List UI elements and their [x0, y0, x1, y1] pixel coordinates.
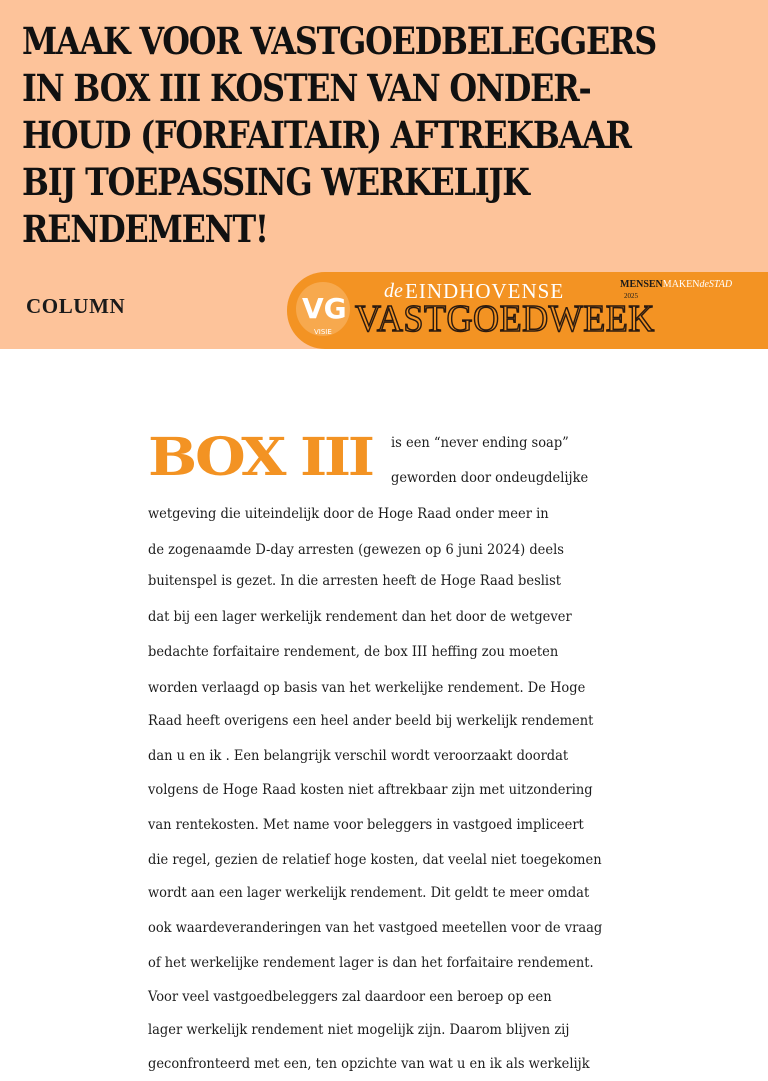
article-line: worden verlaagd op basis van het werkelijke rendement. De Hoge — [148, 680, 586, 696]
article-dropcap: BOX III — [148, 427, 372, 488]
logo-mark: VG — [302, 292, 347, 325]
headline-line: BIJ TOEPASSING WERKELIJK — [22, 160, 529, 204]
article-line: de zogenaamde D-day arresten (gewezen op 6 juni 2024) deels — [148, 542, 564, 558]
headline-line: RENDEMENT! — [22, 207, 268, 251]
article-line: geconfronteerd met een, ten opzichte van wat u en ik als werkelijk — [148, 1056, 590, 1072]
brand-prefix: de — [384, 280, 403, 302]
logo-sub: VISIE — [314, 328, 332, 336]
headline-line: HOUD (FORFAITAIR) AFTREKBAAR — [22, 113, 631, 157]
article-line: dan u en ik . Een belangrijk verschil wordt veroorzaakt doordat — [148, 748, 569, 764]
article-line: wordt aan een lager werkelijk rendement. Dit geldt te meer omdat — [148, 885, 590, 901]
article-line: volgens de Hoge Raad kosten niet aftrekbaar zijn met uitzondering — [148, 782, 593, 798]
headline — [22, 18, 658, 253]
tagline-stad: STAD — [708, 279, 733, 290]
article-line: dat bij een lager werkelijk rendement dan het door de wetgever — [148, 609, 572, 625]
article-line: Voor veel vastgoedbeleggers zal daardoor een beroep op een — [148, 989, 552, 1005]
brand-year: 2025 — [624, 292, 638, 300]
column-label: COLUMN — [26, 294, 126, 318]
headline-line: IN BOX III KOSTEN VAN ONDER- — [22, 66, 591, 110]
article-line: is een “never ending soap” — [391, 435, 569, 451]
article-line: van rentekosten. Met name voor beleggers in vastgoed impliceert — [148, 817, 584, 833]
vg-logo-icon — [294, 280, 352, 338]
article-line: bedachte forfaitaire rendement, de box III heffing zou moeten — [148, 644, 559, 660]
tagline-maken: MAKEN — [662, 279, 700, 290]
tagline-mensen: MENSEN — [620, 279, 663, 290]
article-line: buitenspel is gezet. In die arresten heeft de Hoge Raad beslist — [148, 573, 562, 589]
article-line: wetgeving die uiteindelijk door de Hoge Raad onder meer in — [148, 506, 549, 522]
article-line: geworden door ondeugdelijke — [391, 470, 589, 486]
headline-line: MAAK VOOR VASTGOEDBELEGGERS — [22, 19, 657, 63]
tagline-de: de — [699, 279, 709, 290]
brand-tagline — [620, 279, 732, 290]
article-line: of het werkelijke rendement lager is dan het forfaitaire rendement. — [148, 955, 594, 971]
article-line: Raad heeft overigens een heel ander beeld bij werkelijk rendement — [148, 713, 594, 729]
article-line: lager werkelijk rendement niet mogelijk zijn. Daarom blijven zij — [148, 1022, 570, 1038]
article-line: ook waardeveranderingen van het vastgoed meetellen voor de vraag — [148, 920, 603, 936]
article-line: die regel, gezien de relatief hoge kosten, dat veelal niet toegekomen — [148, 852, 602, 868]
brand-name-top: EINDHOVENSE — [405, 279, 565, 303]
brand-name-main: VASTGOEDWEEK — [355, 298, 655, 340]
